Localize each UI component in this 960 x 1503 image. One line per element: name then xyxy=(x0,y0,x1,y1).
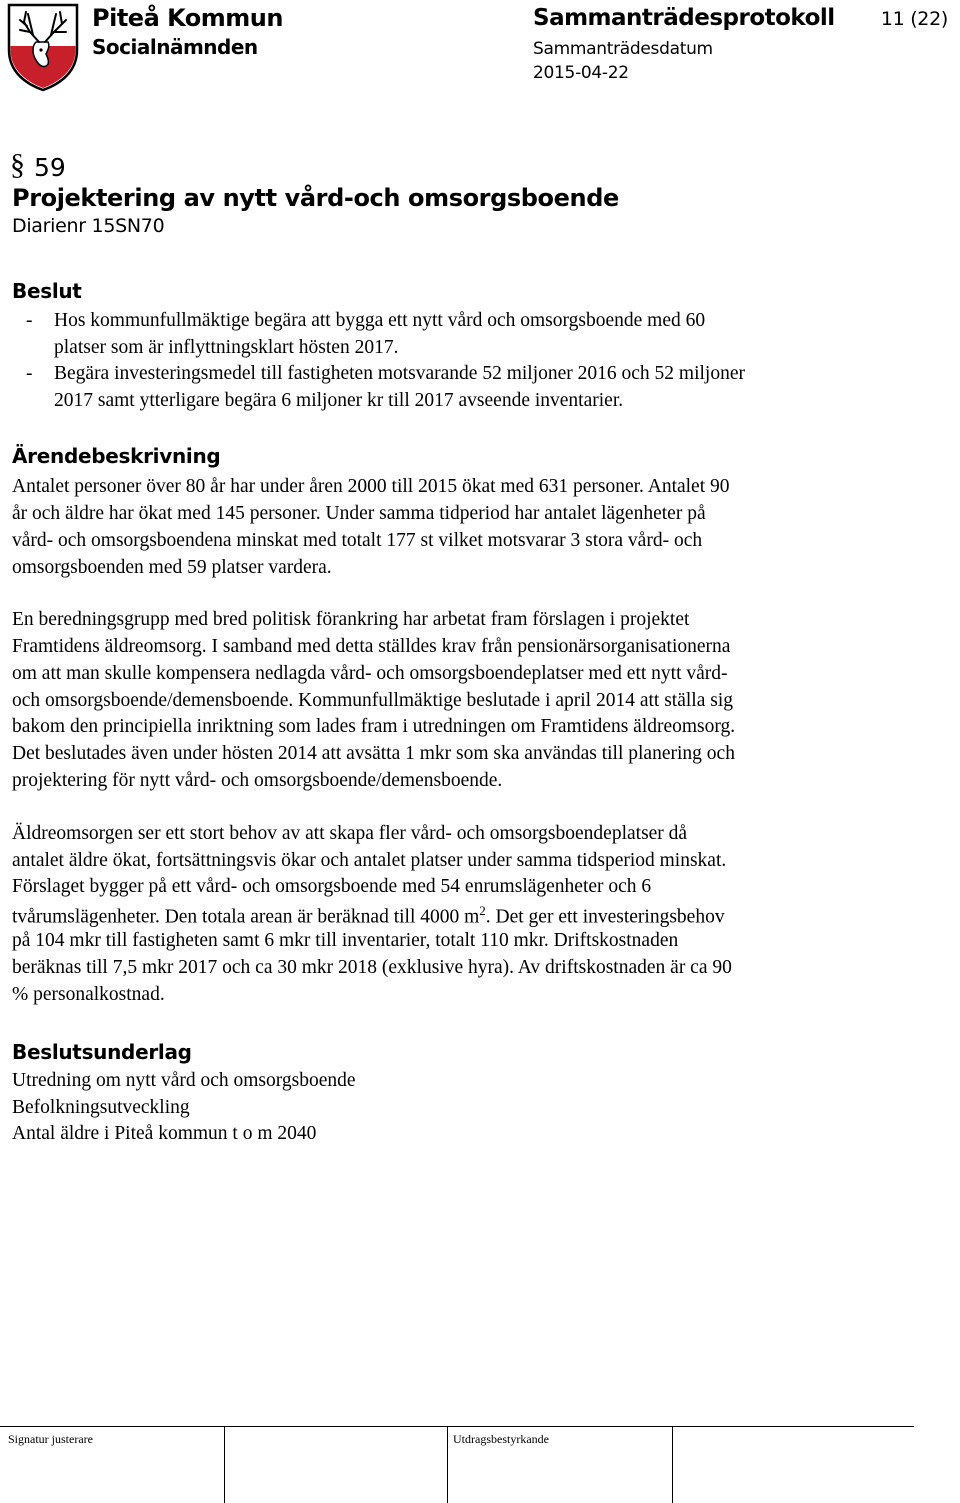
paragraph-line: och omsorgsboende/demensboende. Kommunfullmäktige beslutade i april 2014 att ställa sig xyxy=(12,690,733,711)
diary-number: Diarienr 15SN70 xyxy=(12,215,165,237)
municipality-coat-of-arms xyxy=(6,2,80,92)
paragraph-line: En beredningsgrupp med bred politisk förankring har arbetat fram förslagen i projektet xyxy=(12,609,690,630)
document-type-title: Sammanträdesprotokoll xyxy=(533,5,835,31)
organization-name: Piteå Kommun xyxy=(92,4,283,32)
beslutsunderlag-heading: Beslutsunderlag xyxy=(12,1040,192,1064)
meeting-date-label: Sammanträdesdatum xyxy=(533,39,713,59)
footer-divider xyxy=(672,1426,673,1503)
beslut-item-line: Begära investeringsmedel till fastigheten motsvarande 52 miljoner 2016 och 52 miljoner xyxy=(54,363,745,384)
paragraph-line: Det beslutades även under hösten 2014 att avsätta 1 mkr som ska användas till planering och xyxy=(12,743,735,764)
footer-divider xyxy=(224,1426,225,1503)
paragraph-line: projektering för nytt vård- och omsorgsboende/demensboende. xyxy=(12,770,503,791)
paragraph-line: antalet äldre ökat, fortsättningsvis ökar och antalet platser under samma tidsperiod minskat. xyxy=(12,850,727,871)
footer-divider xyxy=(447,1426,448,1503)
paragraph-line: om att man skulle kompensera nedlagda vård- och omsorgsboendeplatser med ett nytt vård- xyxy=(12,663,728,684)
list-item: Utredning om nytt vård och omsorgsboende xyxy=(12,1070,356,1091)
beslut-heading: Beslut xyxy=(12,279,82,303)
paragraph-sign: § xyxy=(10,148,25,181)
area-text-continued: . Det ger ett investeringsbehov xyxy=(485,906,725,928)
area-text: tvårumslägenheter. Den totala arean är beräknad till 4000 m xyxy=(12,906,480,928)
paragraph-line: % personalkostnad. xyxy=(12,984,165,1005)
footer-rule xyxy=(0,1426,914,1427)
utdragsbestyrkande-label: Utdragsbestyrkande xyxy=(453,1432,549,1446)
paragraph-line: vård- och omsorgsboendena minskat med totalt 177 st vilket motsvarar 3 stora vård- och xyxy=(12,530,703,551)
paragraph-line: Förslaget bygger på ett vård- och omsorgsboende med 54 enrumslägenheter och 6 xyxy=(12,876,652,897)
paragraph-line xyxy=(12,903,725,929)
list-item: Antal äldre i Piteå kommun t o m 2040 xyxy=(12,1123,317,1144)
bullet-dash: - xyxy=(26,310,33,331)
page-number: 11 (22) xyxy=(880,8,948,30)
beslut-item-line: platser som är inflyttningsklart hösten 2017. xyxy=(54,337,399,358)
paragraph-line: bakom den principiella inriktning som lades fram i utredningen om Framtidens äldreomsorg. xyxy=(12,716,736,737)
paragraph-line: på 104 mkr till fastigheten samt 6 mkr till inventarier, totalt 110 mkr. Driftskostnaden xyxy=(12,930,679,951)
superscript-2: 2 xyxy=(479,903,486,918)
paragraph-line: Framtidens äldreomsorg. I samband med detta ställdes krav från pensionärsorganisationerna xyxy=(12,636,731,657)
department-name: Socialnämnden xyxy=(92,35,258,59)
paragraph-line: omsorgsboenden med 59 platser vardera. xyxy=(12,557,332,578)
section-number: 59 xyxy=(34,153,66,182)
paragraph-line: Antalet personer över 80 år har under åren 2000 till 2015 ökat med 631 personer. Antalet 90 xyxy=(12,476,730,497)
paragraph-line: år och äldre har ökat med 145 personer. Under samma tidperiod har antalet lägenheter på xyxy=(12,503,706,524)
paragraph-line: Äldreomsorgen ser ett stort behov av att skapa fler vård- och omsorgsboendeplatser då xyxy=(12,823,688,844)
signature-justerare-label: Signatur justerare xyxy=(8,1432,93,1446)
section-title: Projektering av nytt vård-och omsorgsboende xyxy=(12,184,619,212)
beslut-item-line: 2017 samt ytterligare begära 6 miljoner kr till 2017 avseende inventarier. xyxy=(54,390,624,411)
paragraph-line: beräknas till 7,5 mkr 2017 och ca 30 mkr 2018 (exklusive hyra). Av driftskostnaden är ca 90 xyxy=(12,957,732,978)
meeting-date-value: 2015-04-22 xyxy=(533,63,629,83)
beslut-item-line: Hos kommunfullmäktige begära att bygga ett nytt vård och omsorgsboende med 60 xyxy=(54,310,706,331)
list-item: Befolkningsutveckling xyxy=(12,1097,190,1118)
bullet-dash: - xyxy=(26,363,33,384)
arendebeskrivning-heading: Ärendebeskrivning xyxy=(12,444,221,468)
